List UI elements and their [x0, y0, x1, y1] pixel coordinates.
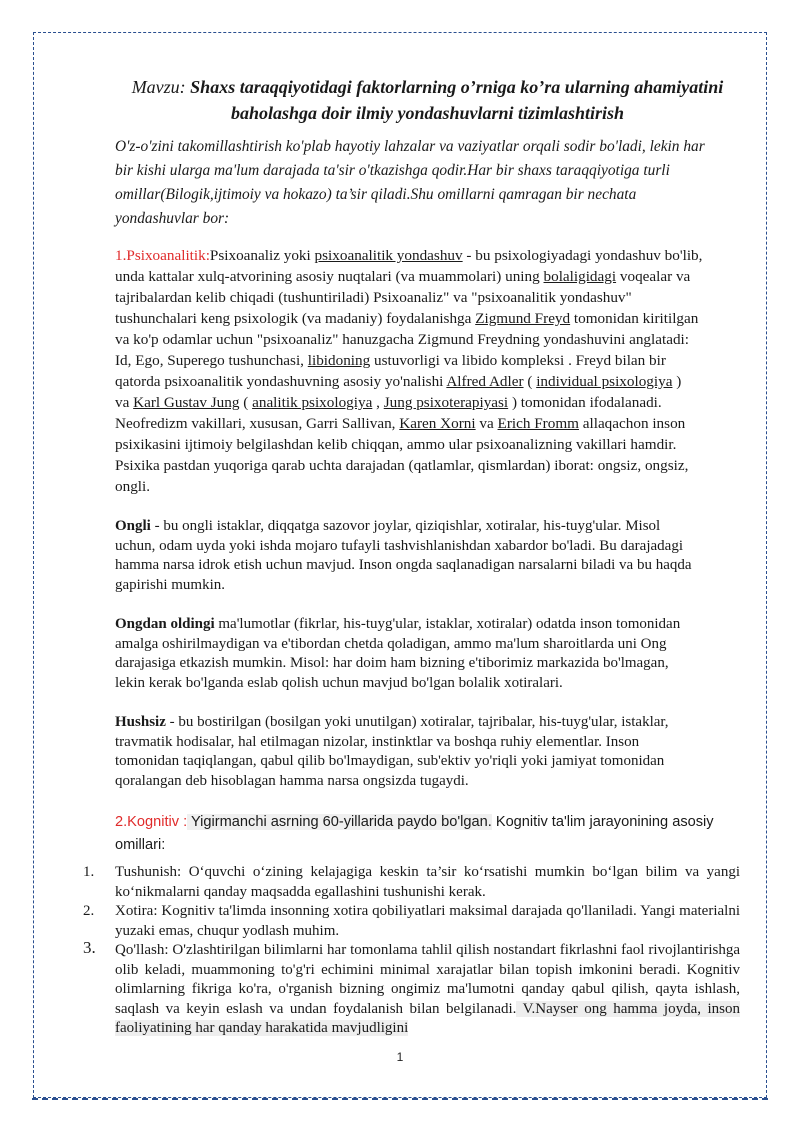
- text-run: amalga oshirilmaydigan va e'tibordan chetda qoladigan, ammo ma'lum sharoitlarda uni Ong: [115, 635, 667, 652]
- text-run: voqealar va: [616, 268, 691, 285]
- text-run: (: [523, 373, 537, 390]
- text-run: psixikasini ijtimoiy belgilashdan kelib chiqqan, ammo ular psixoanalizning vakillari hamdir.: [115, 436, 677, 453]
- kognitiv-paragraph: [115, 811, 740, 857]
- topic-line-1: Shaxs taraqqiyotidagi faktorlarning o’rniga ko’ra ularning ahamiyatini: [190, 77, 724, 97]
- text-run: unda kattalar xulq-atvorining asosiy nuqtalari (va muammolari) uning: [115, 268, 544, 285]
- list-item-text: Qo'llash: O'zlashtirilgan bilimlarni har tomonlama tahlil qilish nostandart fikrlashni faol rivojlantirishga olib keladi, muammoning to'g'ri echimini minimal xarajatlar bilan topish imkonini beradi. Kognitiv olimlarning fikriga ko'ra, o'rganish bizning ongimiz ma'lumotni qanday qabul qilish, qayta ishlash, saqlash va keyin eslash va undan foydalanish bilan belgilanadi.: [115, 942, 740, 1017]
- text-run: ustuvorligi va libido kompleksi . Freyd bilan bir: [370, 352, 666, 369]
- text-run: - bu psixologiyadagi yondashuv bo'lib,: [462, 247, 703, 264]
- text-run: va ko'p odamlar uchun "psixoanaliz" hanuzgacha Zigmund Freydning yondashuvini anglatadi:: [115, 331, 689, 348]
- text-run: hamma narsa idrok etish uchun mavjud. Inson ongda saqlanadigan narsalarni biladi va bu haqda: [115, 557, 692, 573]
- text-run: lekin kerak bo'lganda eslab qolish uchun mavjud bo'lgan bolalik xotiralari.: [115, 674, 563, 691]
- link-individual-psixologiya[interactable]: individual psixologiya: [536, 373, 673, 390]
- psixoanalitik-heading: 1.Psixoanalitik:: [115, 247, 210, 264]
- text-run: (: [239, 394, 253, 411]
- link-libidoning[interactable]: libidoning: [307, 352, 371, 369]
- text-run: Kognitiv ta'lim jarayonining asosiy: [491, 814, 714, 830]
- link-zigmund-freyd[interactable]: Zigmund Freyd: [475, 310, 571, 327]
- ongdan-oldingi-term: Ongdan oldingi: [115, 616, 215, 632]
- list-number: 1.: [83, 864, 95, 880]
- link-bolaligidagi[interactable]: bolaligidagi: [543, 268, 617, 285]
- ongli-term: Ongli: [115, 518, 151, 534]
- list-item-text: Xotira: Kognitiv ta'limda insonning xotira qobiliyatlari maksimal darajada qo'llaniladi. Yangi materialni yuzaki emas, chuqur yodlash muhim.: [115, 903, 740, 939]
- text-run: va: [115, 394, 134, 411]
- list-number: 3.: [83, 938, 96, 957]
- text-run: ,: [372, 394, 384, 411]
- intro-line: omillar(Bilogik,ijtimoiy va hokazo) ta’sir qiladi.Shu omillarni qamragan bir nechata: [115, 186, 637, 203]
- topic-line-2: baholashga doir ilmiy yondashuvlarni tizimlashtirish: [230, 103, 625, 123]
- kognitiv-heading: 2.Kognitiv :: [115, 814, 188, 830]
- text-run: gapirishi mumkin.: [115, 576, 225, 593]
- text-run: Psixika pastdan yuqoriga qarab uchta darajadan (qatlamlar, qismlardan) iborat: ongsiz, ongsiz,: [115, 457, 689, 474]
- highlighted-text: V.Nayser ong hamma joyda, inson faoliyatining har qanday harakatida mavjudligini: [115, 1000, 740, 1036]
- link-erich-fromm[interactable]: Erich Fromm: [497, 415, 579, 432]
- list-item: [83, 902, 740, 941]
- ongdan-oldingi-paragraph: [115, 615, 740, 693]
- mavzu-label: Mavzu:: [131, 77, 186, 97]
- link-karl-gustav-jung[interactable]: Karl Gustav Jung: [133, 394, 240, 411]
- factors-list: [83, 863, 740, 1039]
- list-item: [83, 938, 740, 1039]
- text-run: ma'lumotlar (fikrlar, his-tuyg'ular, istaklar, xotiralar) odatda inson tomonidan: [214, 616, 681, 632]
- hushsiz-term: Hushsiz: [115, 714, 166, 730]
- link-psixoanalitik-yondashuv[interactable]: psixoanalitik yondashuv: [314, 247, 463, 264]
- text-run: ongli.: [115, 478, 151, 495]
- highlighted-text: Yigirmanchi asrning 60-yillarida paydo bo'lgan.: [187, 814, 492, 830]
- text-run: uchun, odam uyda yoki ishda mojaro tufayli tashvishlanishdan xabardor bo'ladi. Bu darajadagi: [115, 537, 683, 554]
- text-run: allaqachon inson: [578, 415, 686, 432]
- text-run: tushunchalari keng psixologik (va madaniy) foydalanishga: [115, 310, 476, 327]
- text-run: darajasiga etkazish mumkin. Misol: har doim ham bizning e'tiborimiz markazida bo'lmagan,: [115, 655, 669, 671]
- text-run: omillari:: [115, 837, 166, 853]
- text-run: qatorda psixoanalitik yondashuvning asosiy yo'nalishi: [115, 373, 447, 390]
- text-run: va: [475, 415, 498, 432]
- page-number: 1: [396, 1050, 404, 1064]
- list-item: [83, 863, 740, 902]
- document-body: [83, 74, 740, 1039]
- text-run: tomonidan taqiqlangan, qabul qilib bo'lmaydigan, sub'ektiv yo'riqli yoki jamiyat tomonidan: [115, 753, 665, 769]
- text-run: Neofredizm vakillari, xususan, Garri Sallivan,: [115, 415, 400, 432]
- link-karen-xorni[interactable]: Karen Xorni: [399, 415, 476, 432]
- intro-paragraph: [115, 135, 740, 231]
- text-run: Id, Ego, Superego tushunchasi,: [115, 352, 308, 369]
- document-title: [115, 74, 740, 126]
- text-run: Psixoanaliz yoki: [209, 247, 315, 264]
- intro-line: bir kishi ularga ma'lum darajada ta'sir o'tkazishga qodir.Har bir shaxs taraqqiyotiga turli: [115, 162, 670, 179]
- text-run: ): [672, 373, 682, 390]
- list-item-text: Tushunish: O‘quvchi o‘zining kelajagiga keskin ta’sir ko‘rsatishi mumkin bo‘lgan bilim va yangi ko‘nikmalarni qanday maqsadda egallashini tushunishi kerak.: [115, 864, 740, 900]
- psixoanalitik-paragraph: [115, 245, 740, 497]
- link-jung-psixoterapiyasi[interactable]: Jung psixoterapiyasi: [383, 394, 509, 411]
- text-run: - bu ongli istaklar, diqqatga sazovor joylar, qiziqishlar, xotiralar, his-tuyg'ular. Misol: [150, 518, 661, 534]
- ongli-paragraph: [115, 517, 740, 595]
- text-run: travmatik hodisalar, hal etilmagan nizolar, instinktlar va boshqa ruhiy elementlar. Inson: [115, 733, 640, 750]
- intro-line: yondashuvlar bor:: [115, 210, 230, 227]
- text-run: - bu bostirilgan (bosilgan yoki unutilgan) xotiralar, tajribalar, his-tuyg'ular, istaklar,: [165, 714, 669, 730]
- text-run: tomonidan kiritilgan: [570, 310, 699, 327]
- intro-line: O'z-o'zini takomillashtirish ko'plab hayotiy lahzalar va vaziyatlar orqali sodir bo'ladi, lekin har: [115, 138, 705, 155]
- hushsiz-paragraph: [115, 713, 740, 791]
- text-run: ) tomonidan ifodalanadi.: [508, 394, 662, 411]
- link-analitik-psixologiya[interactable]: analitik psixologiya: [252, 394, 373, 411]
- text-run: tajribalardan kelib chiqadi (tushuntiriladi) Psixoanaliz" va "psixoanalitik yondashuv": [115, 289, 632, 306]
- text-run: qoralangan deb hisoblagan hamma narsa ongsizda tugaydi.: [115, 772, 469, 789]
- link-alfred-adler[interactable]: Alfred Adler: [446, 373, 524, 390]
- list-number: 2.: [83, 903, 95, 919]
